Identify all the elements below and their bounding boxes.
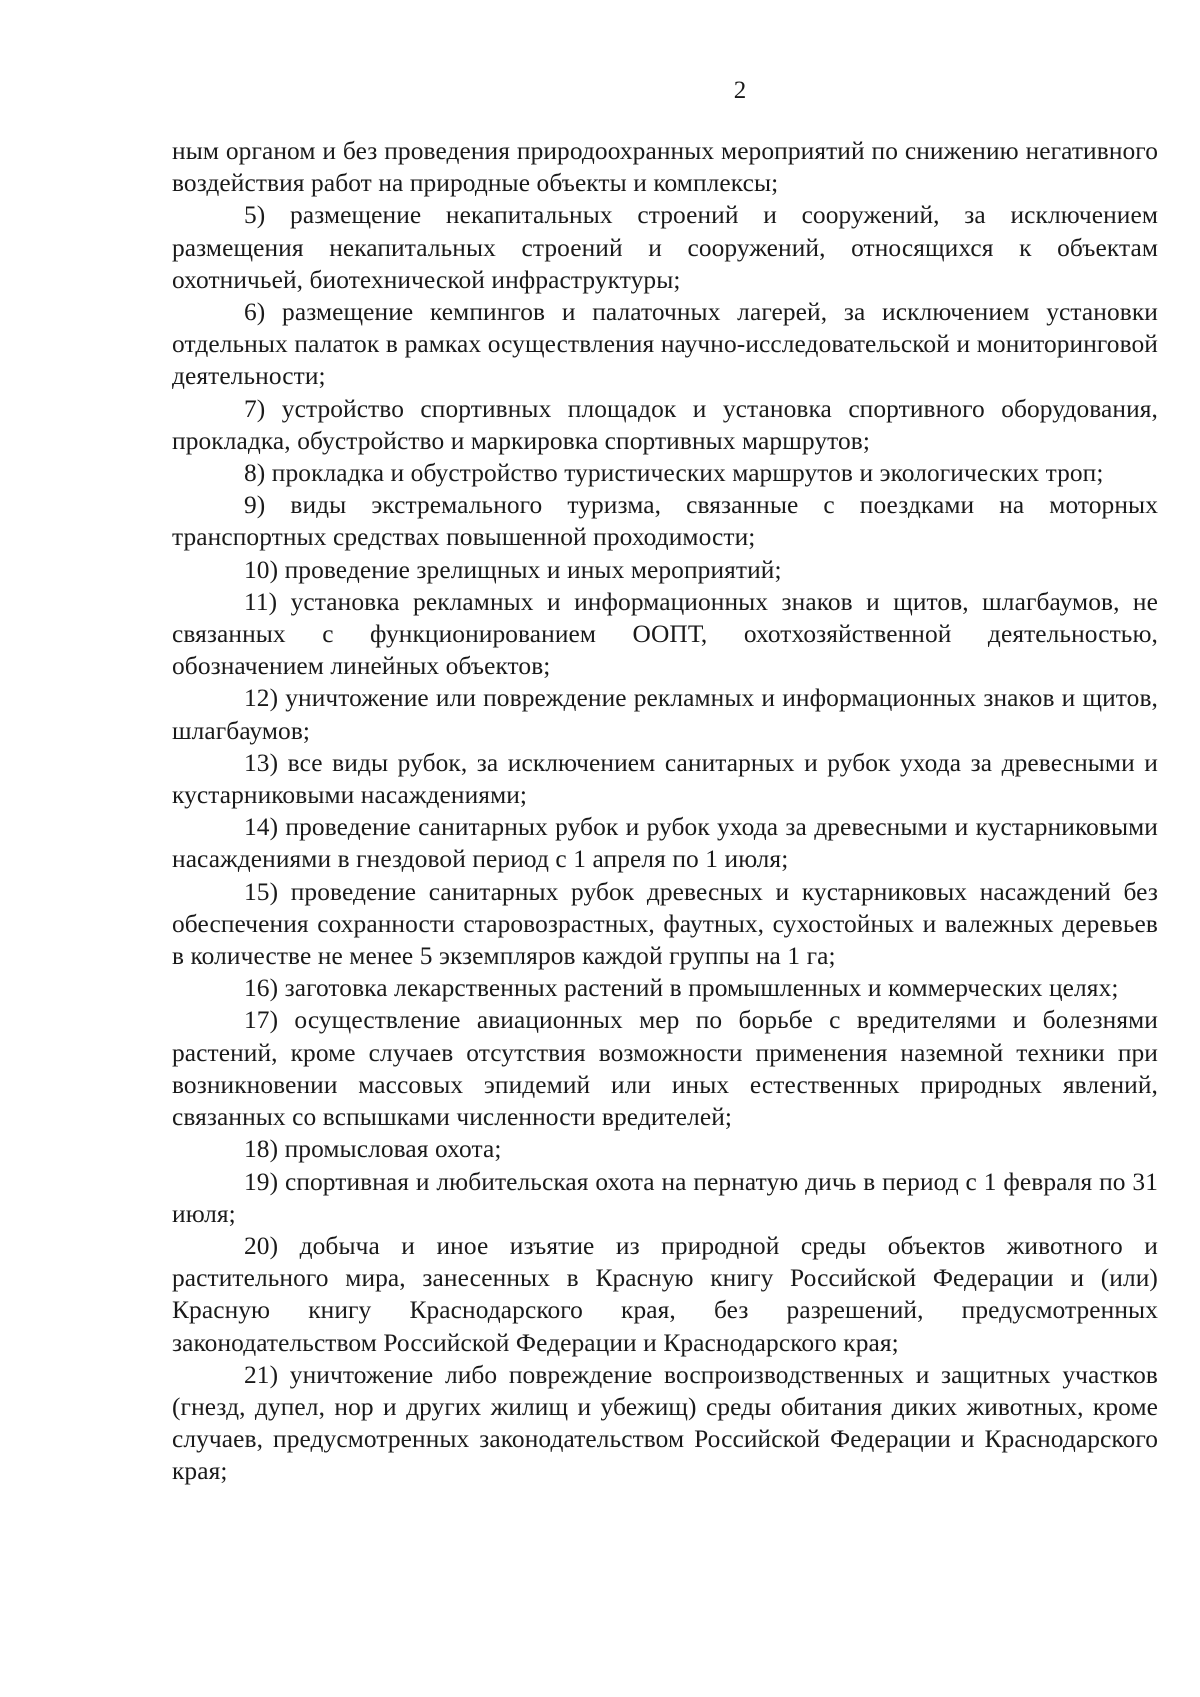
list-item-7: 7) устройство спортивных площадок и установка спортивного оборудования, прокладка, обустройство и маркировка спортивных маршрутов; (172, 394, 1158, 455)
list-item-11: 11) установка рекламных и информационных знаков и щитов, шлагбаумов, не связанных с функционированием ООПТ, охотхозяйственной деятельностью, обозначением линейных объектов; (172, 587, 1158, 681)
list-item-17: 17) осуществление авиационных мер по борьбе с вредителями и болезнями растений, кроме случаев отсутствия возможности применения наземной техники при возникновении массовых эпидемий или иных естественных природных явлений, связанных со вспышками численности вредителей; (172, 1006, 1158, 1132)
list-item-6: 6) размещение кемпингов и палаточных лагерей, за исключением установки отдельных палаток в рамках осуществления научно-исследовательской и мониторинговой деятельности; (172, 298, 1158, 391)
list-item-9: 9) виды экстремального туризма, связанные с поездками на моторных транспортных средствах повышенной проходимости; (172, 491, 1158, 552)
list-item-15: 15) проведение санитарных рубок древесных и кустарниковых насаждений без обеспечения сохранности старовозрастных, фаутных, сухостойных и валежных деревьев в количестве не менее 5 экземпляров каждой группы на 1 га; (172, 877, 1158, 971)
list-item-19: 19) спортивная и любительская охота на пернатую дичь в период с 1 февраля по 31 июля; (172, 1167, 1158, 1228)
page-number: 2 (733, 77, 747, 104)
list-item-5: 5) размещение некапитальных строений и сооружений, за исключением размещения некапитальных строений и сооружений, относящихся к объектам охотничьей, биотехнической инфраструктуры; (172, 201, 1158, 294)
list-item-16: 16) заготовка лекарственных растений в промышленных и коммерческих целях; (244, 974, 1119, 1003)
list-item-18: 18) промысловая охота; (244, 1135, 502, 1164)
list-item-8: 8) прокладка и обустройство туристических маршрутов и экологических троп; (244, 459, 1104, 488)
list-item-21: 21) уничтожение либо повреждение воспроизводственных и защитных участков (гнезд, дупел, нор и других жилищ и убежищ) среды обитания диких животных, кроме случаев, предусмотренных законодательством Российской Федерации и Краснодарского края; (172, 1360, 1158, 1486)
list-item-20: 20) добыча и иное изъятие из природной среды объектов животного и растительного мира, занесенных в Красную книгу Российской Федерации и (или) Красную книгу Краснодарского края, без разрешений, предусмотренных законодательством Российской Федерации и Краснодарского края; (172, 1231, 1158, 1357)
document-body (172, 135, 1158, 1488)
list-item-12: 12) уничтожение или повреждение рекламных и информационных знаков и щитов, шлагбаумов; (172, 684, 1158, 745)
list-item-13: 13) все виды рубок, за исключением санитарных и рубок ухода за древесными и кустарниковыми насаждениями; (172, 748, 1158, 810)
paragraph-intro: ным органом и без проведения природоохранных мероприятий по снижению негативного воздействия работ на природные объекты и комплексы; (172, 137, 1158, 198)
list-item-10: 10) проведение зрелищных и иных мероприятий; (244, 555, 782, 584)
list-item-14: 14) проведение санитарных рубок и рубок ухода за древесными и кустарниковыми насаждениями в гнездовой период с 1 апреля по 1 июля; (172, 813, 1158, 874)
